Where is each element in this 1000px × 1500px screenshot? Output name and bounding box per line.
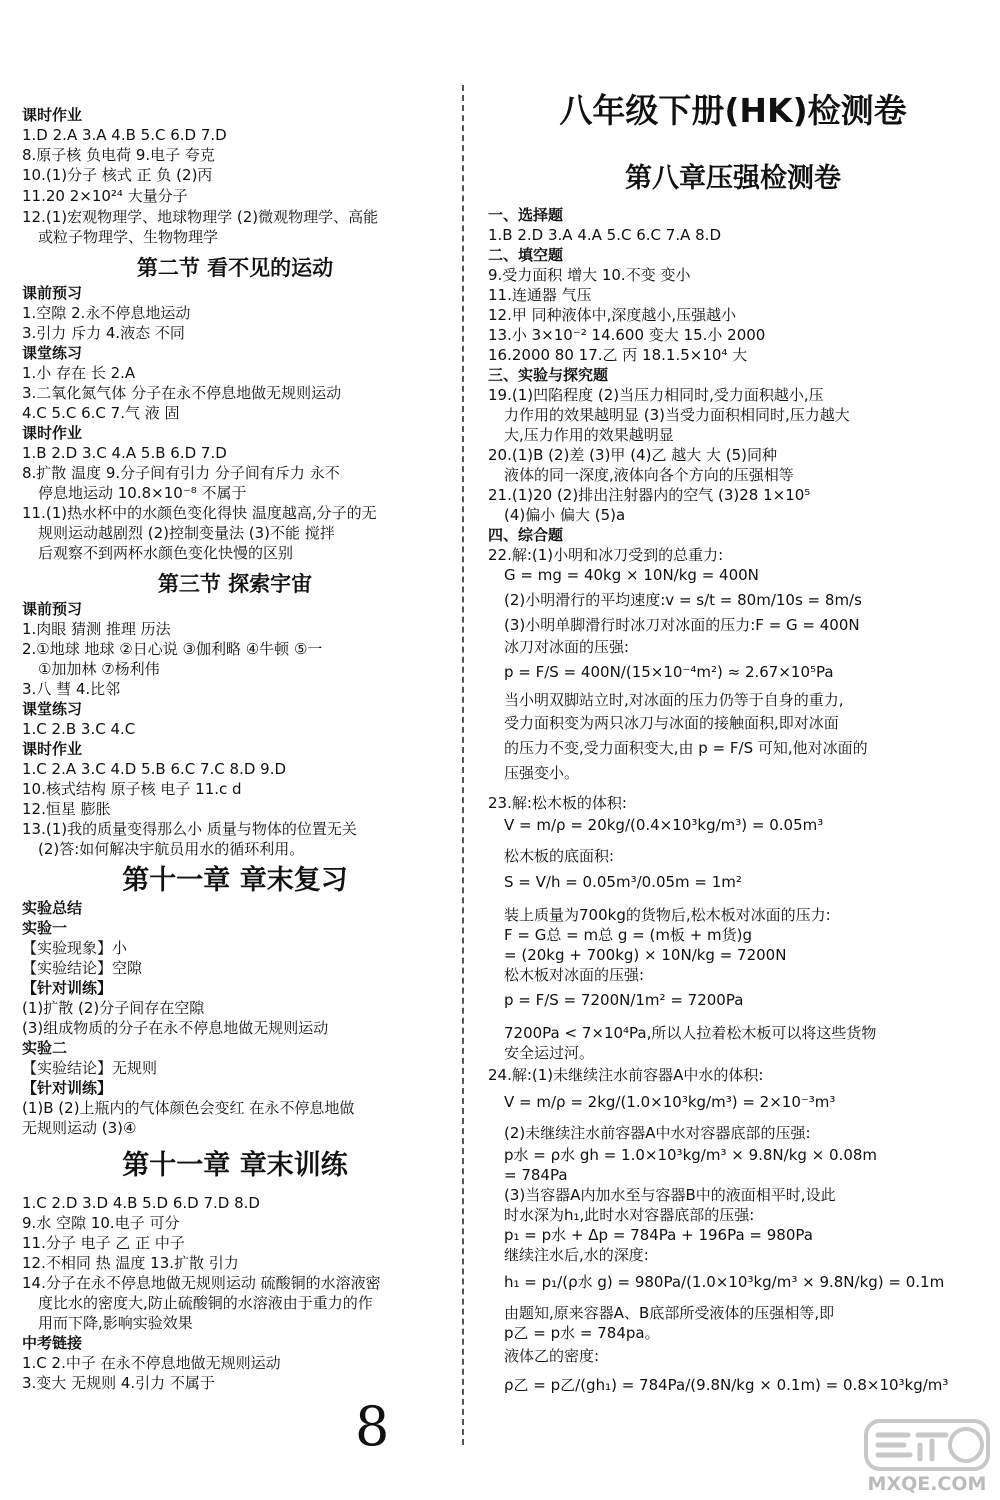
answer-line: (2)未继续注水前容器A中水对容器底部的压强: [504, 1124, 811, 1142]
answer-line: 1.C 2.A 3.C 4.D 5.B 6.C 7.C 8.D 9.D [22, 760, 287, 778]
section-heading: 课堂练习 [22, 700, 83, 718]
answer-line: 23.解:松木板的体积: [488, 794, 627, 812]
section-title: 第二节 看不见的运动 [136, 256, 334, 280]
chapter-title: 第十一章 章末训练 [122, 1150, 348, 1181]
answer-line: 19.(1)凹陷程度 (2)当压力相同时,受力面积越小,压 [488, 386, 824, 404]
formula-line: F = G总 = m总 g = (m板 + m货)g [504, 926, 753, 944]
section-heading: 中考链接 [22, 1334, 83, 1352]
section-title: 第三节 探索宇宙 [157, 572, 313, 596]
answer-line: (3)组成物质的分子在永不停息地做无规则运动 [22, 1019, 329, 1037]
answer-line: 用而下降,影响实验效果 [38, 1314, 193, 1332]
formula-line: h₁ = p₁/(ρ水 g) = 980Pa/(1.0×10³kg/m³ × 9.8N/kg) = 0.1m [504, 1273, 945, 1291]
answer-line: 21.(1)20 (2)排出注射器内的空气 (3)28 1×10⁵ [488, 486, 811, 504]
answer-line: 时水深为h₁,此时水对容器底部的压强: [504, 1206, 755, 1224]
answer-line: 受力面积变为两只冰刀与冰面的接触面积,即对冰面 [504, 714, 839, 732]
answer-line: 松木板对冰面的压强: [504, 966, 645, 984]
formula-line: V = m/ρ = 20kg/(0.4×10³kg/m³) = 0.05m³ [504, 816, 824, 834]
answer-line: 规则运动越剧烈 (2)控制变量法 (3)不能 搅拌 [38, 524, 335, 542]
answer-line: 9.水 空隙 10.电子 可分 [22, 1214, 180, 1232]
section-heading: 实验二 [22, 1039, 68, 1057]
answer-line: 3.引力 斥力 4.液态 不同 [22, 324, 185, 342]
answer-line: 12.恒星 膨胀 [22, 800, 111, 818]
formula-line: G = mg = 40kg × 10N/kg = 400N [504, 566, 759, 584]
formula-line: S = V/h = 0.05m³/0.05m = 1m² [504, 873, 742, 891]
answer-line: 【实验结论】空隙 [22, 959, 143, 977]
formula-line: p₁ = p水 + Δp = 784Pa + 196Pa = 980Pa [504, 1226, 813, 1244]
answer-line: 12.甲 同种液体中,深度越小,压强越小 [488, 306, 737, 324]
answer-line: 1.C 2.中子 在永不停息地做无规则运动 [22, 1354, 281, 1372]
answer-line: 【实验结论】无规则 [22, 1059, 158, 1077]
answer-line: 力作用的效果越明显 (3)当受力面积相同时,压力越大 [504, 406, 850, 424]
watermark-logo [862, 1415, 992, 1495]
answer-line: 11.20 2×10²⁴ 大量分子 [22, 187, 188, 205]
answer-line: 1.小 存在 长 2.A [22, 364, 136, 382]
watermark-badge-icon [862, 1415, 992, 1475]
answer-line: 16.2000 80 17.乙 丙 18.1.5×10⁴ 大 [488, 346, 748, 364]
formula-line: p乙 = p水 = 784pa。 [504, 1324, 660, 1342]
answer-line: 装上质量为700kg的货物后,松木板对冰面的压力: [504, 906, 831, 924]
answer-line: 1.C 2.D 3.D 4.B 5.D 6.D 7.D 8.D [22, 1194, 260, 1212]
answer-line: 10.核式结构 原子核 电子 11.c d [22, 780, 242, 798]
formula-line: p = F/S = 7200N/1m² = 7200Pa [504, 991, 744, 1009]
section-heading: 四、综合题 [488, 526, 564, 544]
answer-line: 当小明双脚站立时,对冰面的压力仍等于自身的重力, [504, 691, 844, 709]
answer-line: 松木板的底面积: [504, 847, 615, 865]
answer-line: 度比水的密度大,防止硫酸铜的水溶液由于重力的作 [38, 1294, 373, 1312]
formula-line: = (20kg + 700kg) × 10N/kg = 7200N [504, 946, 787, 964]
chapter-title: 第十一章 章末复习 [122, 865, 348, 896]
section-heading: 课前预习 [22, 600, 83, 618]
section-heading: 实验总结 [22, 899, 83, 917]
section-heading: 课时作业 [22, 740, 83, 758]
answer-line: 1.D 2.A 3.A 4.B 5.C 6.D 7.D [22, 126, 227, 144]
watermark-site: MXQE.COM [867, 1473, 987, 1495]
answer-line: 11.(1)热水杯中的水颜色变化得快 温度越高,分子的无 [22, 504, 377, 522]
answer-line: 20.(1)B (2)差 (3)甲 (4)乙 越大 大 (5)同种 [488, 446, 777, 464]
answer-line: 14.分子在永不停息地做无规则运动 硫酸铜的水溶液密 [22, 1274, 381, 1292]
answer-line: 12.不相同 热 温度 13.扩散 引力 [22, 1254, 239, 1272]
section-heading: 一、选择题 [488, 206, 564, 224]
section-heading: 课堂练习 [22, 344, 83, 362]
answer-line: 8.原子核 负电荷 9.电子 夸克 [22, 146, 215, 164]
answer-line: 1.空隙 2.永不停息地运动 [22, 304, 191, 322]
formula-line: p水 = ρ水 gh = 1.0×10³kg/m³ × 9.8N/kg × 0.08m [504, 1146, 878, 1164]
answer-line: 22.解:(1)小明和冰刀受到的总重力: [488, 546, 724, 564]
answer-line: 24.解:(1)未继续注水前容器A中水的体积: [488, 1066, 764, 1084]
answer-line: 停息地运动 10.8×10⁻⁸ 不属于 [38, 484, 247, 502]
formula-line: (2)小明滑行的平均速度:v = s/t = 80m/10s = 8m/s [504, 591, 862, 609]
answer-line: 11.连通器 气压 [488, 286, 592, 304]
answer-line: ①加加林 ⑦杨利伟 [38, 660, 160, 678]
column-divider [462, 85, 464, 1445]
formula-line: V = m/ρ = 2kg/(1.0×10³kg/m³) = 2×10⁻³m³ [504, 1093, 836, 1111]
answer-line: (1)B (2)上瓶内的气体颜色会变红 在永不停息地做 [22, 1099, 355, 1117]
exam-title: 八年级下册(HK)检测卷 [559, 91, 907, 130]
answer-line: 液体的同一深度,液体向各个方向的压强相等 [504, 466, 794, 484]
section-heading: 课时作业 [22, 424, 83, 442]
answer-line: 3.八 彗 4.比邻 [22, 680, 121, 698]
answer-line: 1.B 2.D 3.C 4.A 5.B 6.D 7.D [22, 444, 227, 462]
answer-line: 3.二氧化氮气体 分子在永不停息地做无规则运动 [22, 384, 342, 402]
answer-line: 【针对训练】 [22, 1079, 113, 1097]
section-heading: 课时作业 [22, 106, 83, 124]
answer-line: 3.变大 无规则 4.引力 不属于 [22, 1374, 215, 1392]
formula-line: p = F/S = 400N/(15×10⁻⁴m²) ≈ 2.67×10⁵Pa [504, 663, 834, 681]
answer-line: 【针对训练】 [22, 979, 113, 997]
section-heading: 三、实验与探究题 [488, 366, 609, 384]
answer-line: 9.受力面积 增大 10.不变 变小 [488, 266, 691, 284]
answer-line: 13.小 3×10⁻² 14.600 变大 15.小 2000 [488, 326, 766, 344]
page-number: 8 [355, 1395, 390, 1458]
answer-line: 由题知,原来容器A、B底部所受液体的压强相等,即 [504, 1304, 835, 1322]
answer-line: 继续注水后,水的深度: [504, 1246, 649, 1264]
answer-line: 后观察不到两杯水颜色变化快慢的区别 [38, 544, 294, 562]
section-heading: 课前预习 [22, 284, 83, 302]
answer-line: 11.分子 电子 乙 正 中子 [22, 1234, 185, 1252]
answer-line: 7200Pa < 7×10⁴Pa,所以人拉着松木板可以将这些货物 [504, 1024, 877, 1042]
section-heading: 实验一 [22, 919, 68, 937]
answer-line: 8.扩散 温度 9.分子间有引力 分子间有斥力 永不 [22, 464, 340, 482]
answer-line: 或粒子物理学、生物物理学 [38, 228, 219, 246]
answer-line: 12.(1)宏观物理学、地球物理学 (2)微观物理学、高能 [22, 208, 379, 226]
answer-line: 4.C 5.C 6.C 7.气 液 固 [22, 404, 180, 422]
answer-line: 1.C 2.B 3.C 4.C [22, 720, 136, 738]
answer-line: (4)偏小 偏大 (5)a [504, 506, 626, 524]
formula-line: = 784Pa [504, 1166, 568, 1184]
answer-line: 2.①地球 地球 ②日心说 ③伽利略 ④牛顿 ⑤一 [22, 640, 323, 658]
answer-line: 大,压力作用的效果越明显 [504, 426, 674, 444]
chapter-title: 第八章压强检测卷 [625, 163, 841, 194]
answer-line: 13.(1)我的质量变得那么小 质量与物体的位置无关 [22, 820, 357, 838]
formula-line: (3)小明单脚滑行时冰刀对冰面的压力:F = G = 400N [504, 616, 860, 634]
formula-line: ρ乙 = p乙/(gh₁) = 784Pa/(9.8N/kg × 0.1m) = 0.8×10³kg/m³ [504, 1376, 949, 1394]
answer-line: 无规则运动 (3)④ [22, 1119, 137, 1137]
answer-line: 的压力不变,受力面积变大,由 p = F/S 可知,他对冰面的 [504, 739, 868, 757]
answer-line: 冰刀对冰面的压强: [504, 638, 630, 656]
answer-line: 压强变小。 [504, 764, 580, 782]
answer-line: (2)答:如何解决宇航员用水的循环利用。 [38, 840, 305, 858]
answer-line: 安全运过河。 [504, 1044, 595, 1062]
answer-line: 【实验现象】小 [22, 939, 128, 957]
answer-line: 1.B 2.D 3.A 4.A 5.C 6.C 7.A 8.D [488, 226, 721, 244]
answer-line: 液体乙的密度: [504, 1347, 600, 1365]
answer-line: (1)扩散 (2)分子间存在空隙 [22, 999, 205, 1017]
answer-line: 10.(1)分子 核式 正 负 (2)丙 [22, 166, 213, 184]
answer-line: (3)当容器A内加水至与容器B中的液面相平时,设此 [504, 1186, 836, 1204]
section-heading: 二、填空题 [488, 246, 564, 264]
answer-line: 1.肉眼 猜测 推理 历法 [22, 620, 171, 638]
